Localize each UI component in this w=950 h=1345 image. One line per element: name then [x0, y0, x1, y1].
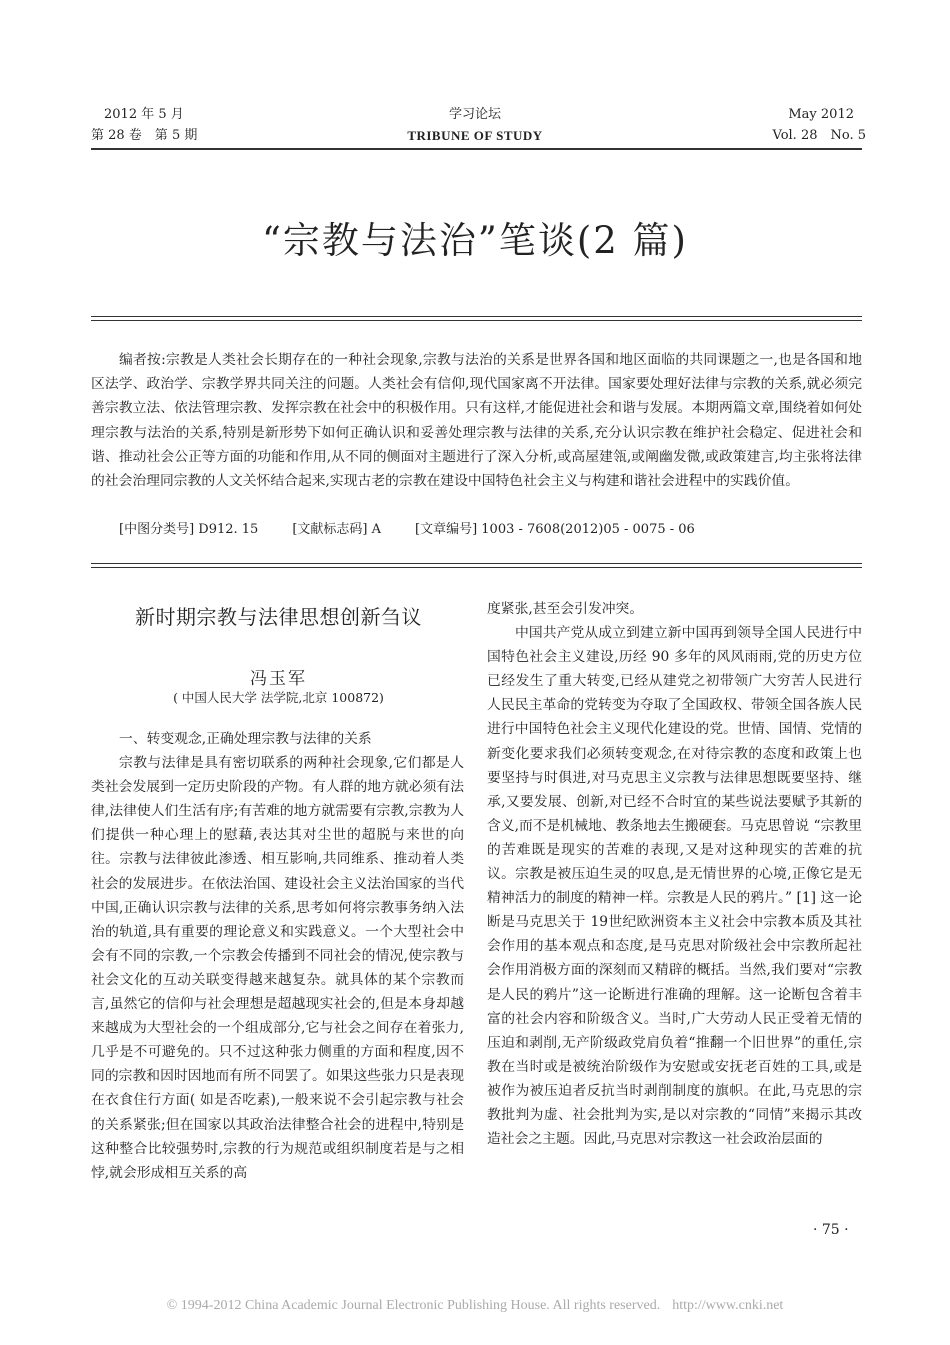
right-column: [487, 597, 862, 1151]
document-code: [文献标志码] A: [292, 522, 381, 537]
classification-line: [119, 521, 729, 539]
header-issue-cn: 第 28 卷 第 5 期: [91, 128, 198, 143]
left-column: [91, 727, 464, 1185]
header-date-en: May 2012: [788, 107, 854, 122]
paragraph: 中国共产党从成立到建立新中国再到领导全国人民进行中国特色社会主义建设,历经 90 多年的风风雨雨,党的历史方位已经发生了重大转变,已经从建党之初带领广大穷苦人民进行人民民主革命的党转变为夺取了全国政权、带领全国各族人民进行中国特色社会主义现代化建设的党。世情、国情、党情的新变化要求我们必须转变观念,在对待宗教的态度和政策上也要坚持与时俱进,对马克思主义宗教与法律思想既要坚持、继承,又要发展、创新,对已经不合时宜的某些说法要赋予其新的含义,而不是机械地、教条地去生搬硬套。马克思曾说 “宗教里的苦难既是现实的苦难的表现,又是对这种现实的苦难的抗议。宗教是被压迫生灵的叹息,是无情世界的心境,正像它是无精神活力的制度的精神一样。宗教是人民的鸦片。” [1] 这一论断是马克思关于 19世纪欧洲资本主义社会中宗教本质及其社会作用的基本观点和态度,是马克思对阶级社会中宗教所起社会作用消极方面的深刻而又精辟的概括。当然,我们要对“宗教是人民的鸦片”这一论断进行准确的理解。这一论断包含着丰富的社会内容和阶级含义。当时,广大劳动人民正受着无情的压迫和剥削,无产阶级政党肩负着“推翻一个旧世界”的重任,宗教在当时或是被统治阶级作为安慰或安抚老百姓的工具,或是被作为被压迫者反抗当时剥削制度的旗帜。在此,马克思的宗教批判为虚、社会批判为实,是以对宗教的“同情”来揭示其改造社会之主题。因此,马克思对宗教这一社会政治层面的: [487, 625, 862, 1148]
header-date-cn: 2012 年 5 月: [104, 107, 184, 122]
clc-number: [中图分类号] D912. 15: [119, 522, 259, 537]
abstract-rule-bottom-1: [91, 563, 862, 564]
article-number: [文章编号] 1003 - 7608(2012)05 - 0075 - 06: [415, 522, 695, 537]
header-rule: [91, 148, 862, 150]
editor-note: [91, 348, 862, 493]
abstract-rule-top-1: [91, 316, 862, 317]
copyright-footer: [0, 1298, 950, 1314]
abstract-rule-top-2: [91, 320, 862, 321]
header-journal-en: TRIBUNE OF STUDY: [407, 128, 543, 143]
author-affiliation: ( 中国人民大学 法学院,北京 100872): [173, 690, 384, 705]
paragraph: 宗教与法律是具有密切联系的两种社会现象,它们都是人类社会发展到一定历史阶段的产物。有人群的地方就必须有法律,法律使人们生活有序;有苦难的地方就需要有宗教,宗教为人们提供一种心理上的慰藉,表达其对尘世的超脱与来世的向往。宗教与法律彼此渗透、相互影响,共同维系、推动着人类社会的发展进步。在依法治国、建设社会主义法治国家的当代中国,正确认识宗教与法律的关系,思考如何将宗教事务纳入法治的轨道,具有重要的理论意义和实践意义。一个大型社会中会有不同的宗教,一个宗教会传播到不同社会的情况,使宗教与社会文化的互动关联变得越来越复杂。就具体的某个宗教而言,虽然它的信仰与社会理想是超越现实社会的,但是本身却越来越成为大型社会的一个组成部分,它与社会之间存在着张力,几乎是不可避免的。只不过这种张力侧重的方面和程度,因不同的宗教和因时因地而有所不同罢了。如果这些张力只是表现在衣食住行方面( 如是否吃素),一般来说不会引起宗教与社会的关系紧张;但在国家以其政治法律整合社会的进程中,特别是这种整合比较强势时,宗教的行为规范或组织制度若是与之相悖,就会形成相互关系的高: [91, 755, 464, 1181]
article-title: 新时期宗教与法律思想创新刍议: [135, 605, 422, 629]
copyright-text: © 1994-2012 China Academic Journal Electronic Publishing House. All rights reserved.: [166, 1298, 661, 1313]
section-heading: 一、转变观念,正确处理宗教与法律的关系: [119, 731, 372, 747]
page-title: “宗教与法治”笔谈(2 篇): [261, 219, 688, 262]
header-journal-cn: 学习论坛: [448, 107, 501, 122]
footer-url: http://www.cnki.net: [672, 1298, 784, 1313]
header-issue-en: Vol. 28 No. 5: [772, 128, 866, 143]
paragraph-continuation: 度紧张,甚至会引发冲突。: [487, 601, 644, 617]
abstract-rule-bottom-2: [91, 567, 862, 568]
page-number: · 75 ·: [813, 1222, 849, 1238]
article-author: 冯玉军: [250, 669, 307, 689]
editor-note-text: 编者按:宗教是人类社会长期存在的一种社会现象,宗教与法治的关系是世界各国和地区面临的共同课题之一,也是各国和地区法学、政治学、宗教学界共同关注的问题。人类社会有信仰,现代国家离不开法律。国家要处理好法律与宗教的关系,就必须完善宗教立法、依法管理宗教、发挥宗教在社会中的积极作用。只有这样,才能促进社会和谐与发展。本期两篇文章,围绕着如何处理宗教与法治的关系,特别是新形势下如何正确认识和妥善处理宗教与法律的关系,充分认识宗教在维护社会稳定、促进社会和谐、推动社会公正等方面的功能和作用,从不同的侧面对主题进行了深入分析,或高屋建瓴,或阐幽发微,或政策建言,均主张将法律的社会治理同宗教的人文关怀结合起来,实现古老的宗教在建设中国特色社会主义与构建和谐社会进程中的实践价值。: [91, 352, 862, 490]
